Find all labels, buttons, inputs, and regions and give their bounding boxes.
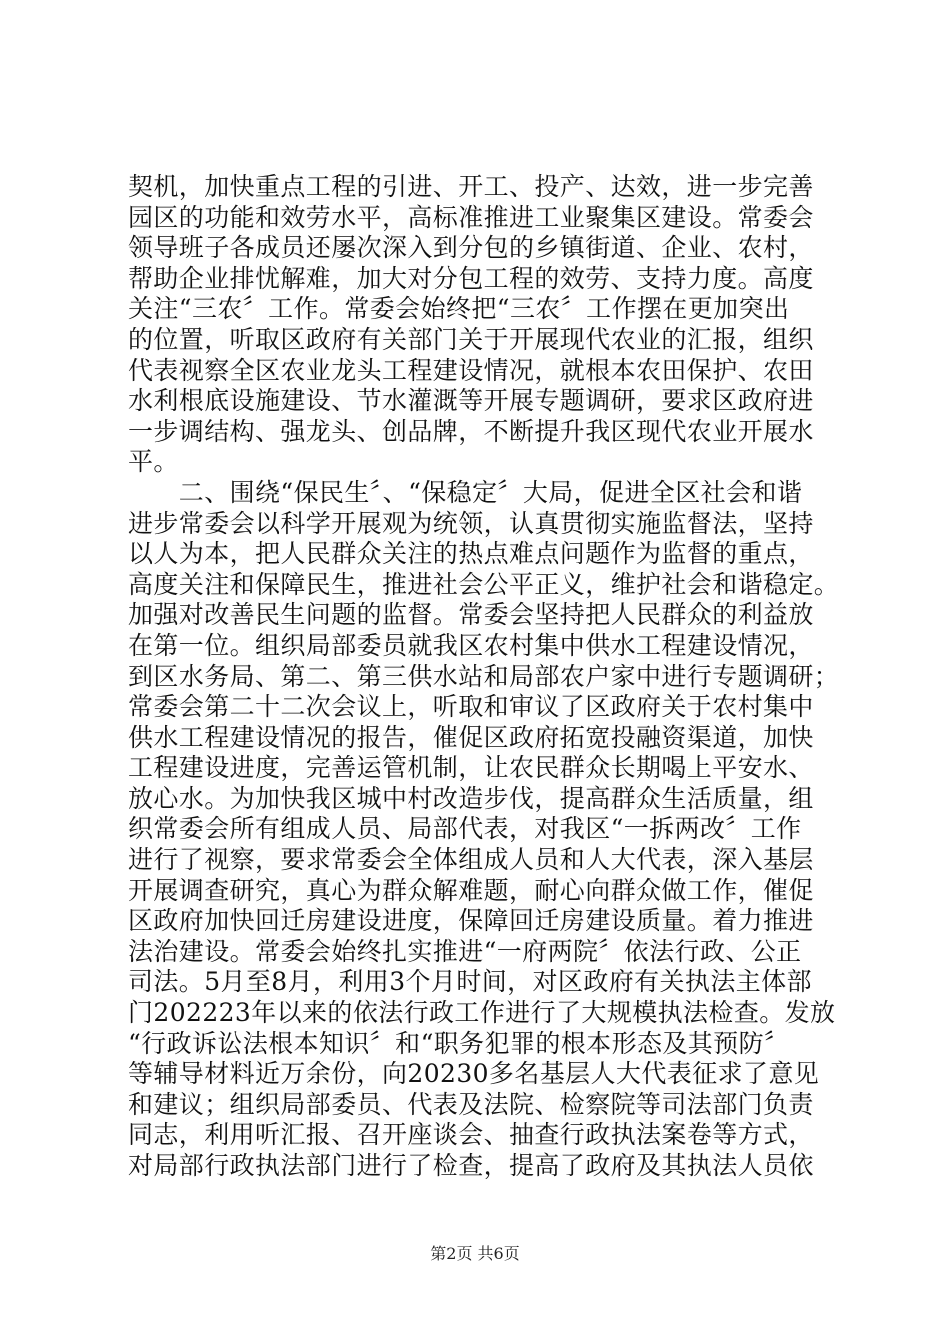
text-line: 司法。5月至8月，利用3个月时间，对区政府有关执法主体部 <box>128 967 812 997</box>
text-line: 领导班子各成员还屡次深入到分包的乡镇街道、企业、农村， <box>128 233 814 263</box>
page-footer: 第2页 共6页 <box>430 1244 520 1263</box>
text-line: 以人为本，把人民群众关注的热点难点问题作为监督的重点， <box>128 539 814 569</box>
text-line: 一步调结构、强龙头、创品牌，不断提升我区现代农业开展水 <box>128 416 814 446</box>
text-line: 代表视察全区农业龙头工程建设情况，就根本农田保护、农田 <box>128 355 814 385</box>
text-line: 到区水务局、第二、第三供水站和局部农户家中进行专题调研； <box>128 661 840 691</box>
text-line: 供水工程建设情况的报告，催促区政府拓宽投融资渠道，加快 <box>128 722 814 752</box>
text-line: 园区的功能和效劳水平，高标准推进工业聚集区建设。常委会 <box>128 202 814 232</box>
text-line: 开展调查研究，真心为群众解难题，耐心向群众做工作，催促 <box>128 875 814 905</box>
text-line: 进行了视察，要求常委会全体组成人员和人大代表，深入基层 <box>128 845 814 875</box>
text-line: 平。 <box>128 447 179 477</box>
text-line: 在第一位。组织局部委员就我区农村集中供水工程建设情况， <box>128 630 814 660</box>
text-line: 常委会第二十二次会议上，听取和审议了区政府关于农村集中 <box>128 692 814 722</box>
document-body <box>128 172 840 1182</box>
text-line: 水利根底设施建设、节水灌溉等开展专题调研，要求区政府进 <box>128 386 814 416</box>
text-line: 织常委会所有组成人员、局部代表，对我区“一拆两改〞工作 <box>128 814 802 844</box>
text-line: 法治建设。常委会始终扎实推进“一府两院〞依法行政、公正 <box>128 936 802 966</box>
text-line: 区政府加快回迁房建设进度，保障回迁房建设质量。着力推进 <box>128 906 814 936</box>
text-line: 的位置，听取区政府有关部门关于开展现代农业的汇报，组织 <box>128 324 814 354</box>
text-line: 门202223年以来的依法行政工作进行了大规模执法检查。发放 <box>128 998 836 1028</box>
text-line: 高度关注和保障民生，推进社会公平正义，维护社会和谐稳定。 <box>128 569 840 599</box>
text-line: 同志，利用听汇报、召开座谈会、抽查行政执法案卷等方式， <box>128 1120 814 1150</box>
text-line: 二、围绕“保民生〞、“保稳定〞大局，促进全区社会和谐 <box>128 477 803 507</box>
text-line: 关注“三农〞工作。常委会始终把“三农〞工作摆在更加突出 <box>128 294 790 324</box>
text-line: 进步常委会以科学开展观为统领，认真贯彻实施监督法，坚持 <box>128 508 814 538</box>
text-line: 加强对改善民生问题的监督。常委会坚持把人民群众的利益放 <box>128 600 814 630</box>
text-line: 等辅导材料近万余份，向20230多名基层人大代表征求了意见 <box>128 1059 820 1089</box>
text-line: “行政诉讼法根本知识〞和“职务犯罪的根本形态及其预防〞 <box>128 1028 790 1058</box>
text-line: 对局部行政执法部门进行了检查，提高了政府及其执法人员依 <box>128 1151 814 1180</box>
text-line: 工程建设进度，完善运管机制，让农民群众长期喝上平安水、 <box>128 753 814 783</box>
text-line: 帮助企业排忧解难，加大对分包工程的效劳、支持力度。高度 <box>128 263 814 293</box>
text-line: 契机，加快重点工程的引进、开工、投产、达效，进一步完善 <box>128 172 814 201</box>
text-line: 放心水。为加快我区城中村改造步伐，提高群众生活质量，组 <box>128 783 814 813</box>
text-line: 和建议；组织局部委员、代表及法院、检察院等司法部门负责 <box>128 1089 814 1119</box>
